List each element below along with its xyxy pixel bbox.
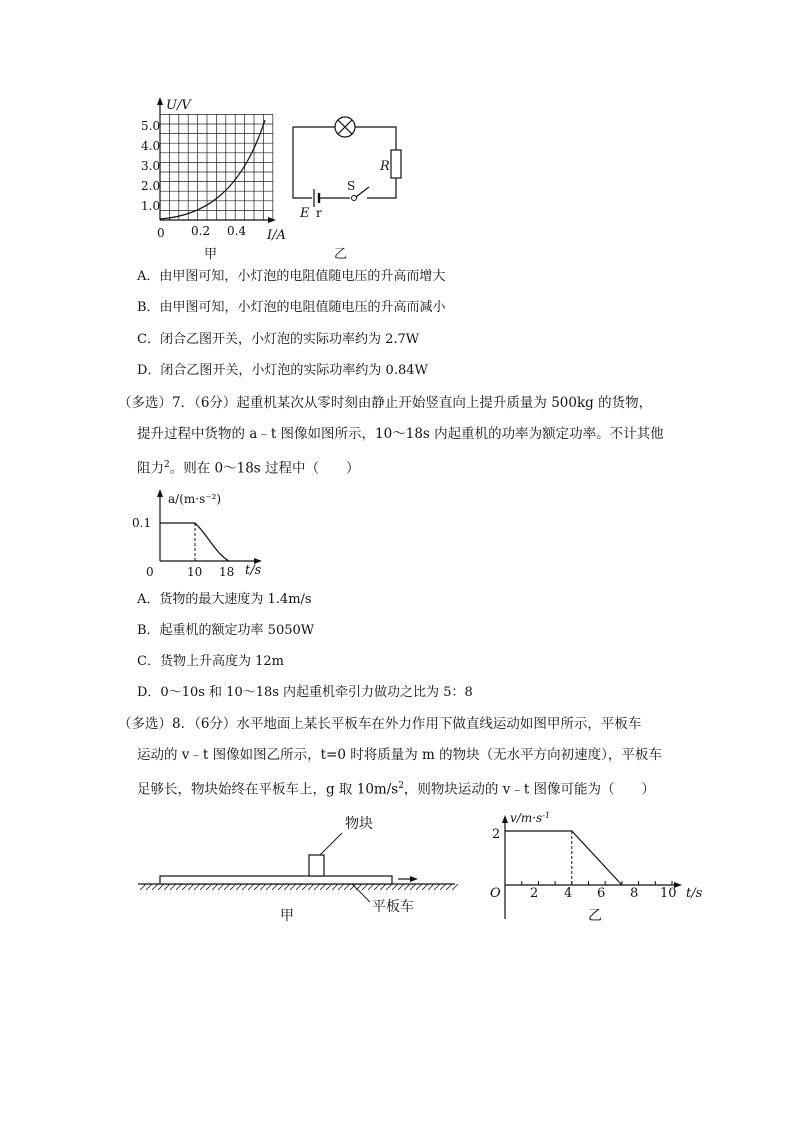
q7-y-label: a/(m·s⁻²): [168, 492, 222, 506]
q7-origin: 0: [146, 565, 154, 579]
ground-hatch-stroke: [290, 884, 296, 890]
ground-hatch-stroke: [314, 884, 320, 890]
q8-caption-jia: 甲: [280, 908, 294, 924]
q8-x-tick-6: 6: [597, 886, 606, 901]
ground-hatch-stroke: [254, 884, 260, 890]
ground-hatch-stroke: [392, 884, 398, 890]
block: [309, 855, 324, 876]
q6-x-tick-02: 0.2: [191, 224, 211, 238]
cart-label: 平板车: [372, 899, 414, 915]
q8-stem-line-3a: 足够长，物块始终在平板车上，g 取 10m/s: [137, 781, 399, 798]
q7-option-c[interactable]: C．货物上升高度为 12m: [137, 654, 284, 669]
q6-grid: [160, 114, 273, 220]
q6-option-d[interactable]: D．闭合乙图开关，小灯泡的实际功率约为 0.84W: [137, 363, 428, 378]
q7-stem-line-3b: 。则在 0～18s 过程中（ ）: [169, 460, 360, 477]
ground-hatch-stroke: [272, 884, 278, 890]
q7-stem-line-1: （多选）7．（6分）起重机某次从零时刻由静止开始竖直向上提升质量为 500kg 的货物，: [118, 395, 653, 411]
ground-hatch-stroke: [326, 884, 332, 890]
q8-y-label: $v/m\cdot s^{-1}$: [510, 811, 550, 825]
ground-hatch-stroke: [386, 884, 392, 890]
q6-iu-curve: [160, 120, 265, 219]
ground-hatch-stroke: [422, 884, 428, 890]
q7-stem-line-3a: 阻力: [137, 460, 164, 477]
q6-caption-jia: 甲: [204, 247, 218, 262]
q7-y-tick: 0.1: [132, 516, 152, 530]
q8-superscript: 2: [398, 781, 404, 791]
ground-hatch-stroke: [320, 884, 326, 890]
q8-y-label-sup: -1: [542, 811, 550, 820]
ground-hatch-stroke: [368, 884, 374, 890]
ground-hatch-stroke: [224, 884, 230, 890]
q6-y-arrow-icon: [157, 97, 163, 105]
ground-hatch-stroke: [152, 884, 158, 890]
switch-label: S: [347, 179, 356, 193]
q7-x-tick-18: 18: [219, 565, 235, 579]
ground-hatch: [140, 884, 458, 890]
ground-hatch-stroke: [332, 884, 338, 890]
q8-y-tick: 2: [492, 827, 501, 842]
q6-circuit: [285, 110, 415, 260]
ground-hatch-stroke: [176, 884, 182, 890]
q6-x-label: I/A: [267, 228, 286, 243]
ground-hatch-stroke: [410, 884, 416, 890]
q6-y-tick-4: 4.0: [141, 139, 161, 153]
ground-hatch-stroke: [218, 884, 224, 890]
ground-hatch-stroke: [200, 884, 206, 890]
emf-label: E: [300, 206, 310, 221]
internal-resistance-label: r: [316, 206, 322, 220]
ground-hatch-stroke: [170, 884, 176, 890]
q7-option-d[interactable]: D．0～10s 和 10～18s 内起重机牵引力做功之比为 5：8: [137, 685, 473, 700]
q7-x-tick-10: 10: [187, 565, 203, 579]
q7-option-b[interactable]: B．起重机的额定功率 5050W: [137, 623, 315, 638]
ground-hatch-stroke: [416, 884, 422, 890]
ground-hatch-stroke: [140, 884, 146, 890]
q6-option-b[interactable]: B．由甲图可知，小灯泡的电阻值随电压的升高而减小: [137, 300, 446, 315]
ground-hatch-stroke: [278, 884, 284, 890]
ground-hatch-stroke: [212, 884, 218, 890]
ground-hatch-stroke: [344, 884, 350, 890]
q8-x-label: t/s: [686, 886, 703, 901]
ground-hatch-stroke: [428, 884, 434, 890]
q6-ui-graph: [130, 92, 300, 262]
motion-arrow-icon: [398, 876, 418, 882]
resistor-icon: [391, 150, 401, 178]
ground-hatch-stroke: [236, 884, 242, 890]
ground-hatch-stroke: [404, 884, 410, 890]
q6-caption-yi: 乙: [334, 247, 348, 260]
q7-superscript: 2: [164, 460, 170, 470]
ground-hatch-stroke: [206, 884, 212, 890]
q8-vt-line: [505, 831, 622, 885]
ground-hatch-stroke: [248, 884, 254, 890]
q8-stem-line-3b: ，则物块运动的 v﹣t 图像可能为（ ）: [403, 781, 656, 798]
ground-hatch-stroke: [302, 884, 308, 890]
q6-y-tick-3: 3.0: [141, 159, 161, 173]
cart-board: [160, 876, 392, 884]
ground-hatch-stroke: [194, 884, 200, 890]
q8-caption-yi: 乙: [588, 908, 602, 924]
q8-x-tick-4: 4: [564, 886, 573, 901]
q8-x-tick-10: 10: [660, 886, 677, 901]
ground-hatch-stroke: [362, 884, 368, 890]
ground-hatch-stroke: [446, 884, 452, 890]
q7-y-arrow-icon: [157, 489, 163, 497]
q7-x-label: t/s: [245, 563, 262, 578]
q6-origin: 0: [157, 226, 165, 240]
ground-hatch-stroke: [266, 884, 272, 890]
q6-y-tick-5: 5.0: [141, 119, 161, 133]
ground-hatch-stroke: [242, 884, 248, 890]
q6-y-tick-2: 2.0: [141, 179, 161, 193]
q7-stem-line-2: 提升过程中货物的 a﹣t 图像如图所示，10～18s 内起重机的功率为额定功率。不计其他: [137, 426, 664, 442]
ground-hatch-stroke: [338, 884, 344, 890]
q7-stem-line-3: [137, 455, 360, 479]
q6-x-arrow-icon: [268, 217, 276, 223]
q6-x-tick-04: 0.4: [227, 224, 247, 238]
q8-y-arrow-icon: [502, 815, 508, 823]
q7-option-a[interactable]: A．货物的最大速度为 1.4m/s: [137, 592, 312, 607]
ground-hatch-stroke: [260, 884, 266, 890]
ground-hatch-stroke: [188, 884, 194, 890]
q8-x-tick-2: 2: [530, 886, 539, 901]
ground-hatch-stroke: [434, 884, 440, 890]
ground-hatch-stroke: [296, 884, 302, 890]
q8-vt-graph: [480, 808, 710, 926]
ground-hatch-stroke: [398, 884, 404, 890]
q6-option-c[interactable]: C．闭合乙图开关，小灯泡的实际功率约为 2.7W: [137, 332, 420, 347]
ground-hatch-stroke: [230, 884, 236, 890]
ground-hatch-stroke: [146, 884, 152, 890]
ground-hatch-stroke: [158, 884, 164, 890]
battery-icon: [314, 189, 319, 207]
ground-hatch-stroke: [164, 884, 170, 890]
q6-option-a[interactable]: A．由甲图可知，小灯泡的电阻值随电压的升高而增大: [137, 269, 446, 284]
ground-hatch-stroke: [308, 884, 314, 890]
q6-y-label: U/V: [166, 98, 191, 113]
ground-hatch-stroke: [374, 884, 380, 890]
lamp-icon: [335, 117, 355, 137]
q6-y-tick-1: 1.0: [141, 199, 161, 213]
q8-origin: O: [490, 886, 501, 901]
ground-hatch-stroke: [440, 884, 446, 890]
q8-cart-figure: [130, 808, 460, 926]
ground-hatch-stroke: [380, 884, 386, 890]
q8-stem-line-1: （多选）8．（6分）水平地面上某长平板车在外力作用下做直线运动如图甲所示，平板车: [118, 716, 642, 732]
q8-stem-line-3: [137, 776, 655, 800]
cart-leader-line: [352, 884, 370, 902]
q7-at-graph: [130, 486, 280, 584]
ground-hatch-stroke: [452, 884, 458, 890]
resistor-label: R: [380, 159, 390, 174]
q8-stem-line-2: 运动的 v﹣t 图像如图乙所示，t=0 时将质量为 m 的物块（无水平方向初速度），平板车: [137, 747, 662, 763]
q8-x-tick-8: 8: [630, 886, 639, 901]
ground-hatch-stroke: [182, 884, 188, 890]
ground-hatch-stroke: [284, 884, 290, 890]
block-label: 物块: [345, 816, 373, 832]
block-leader-line: [320, 833, 342, 855]
